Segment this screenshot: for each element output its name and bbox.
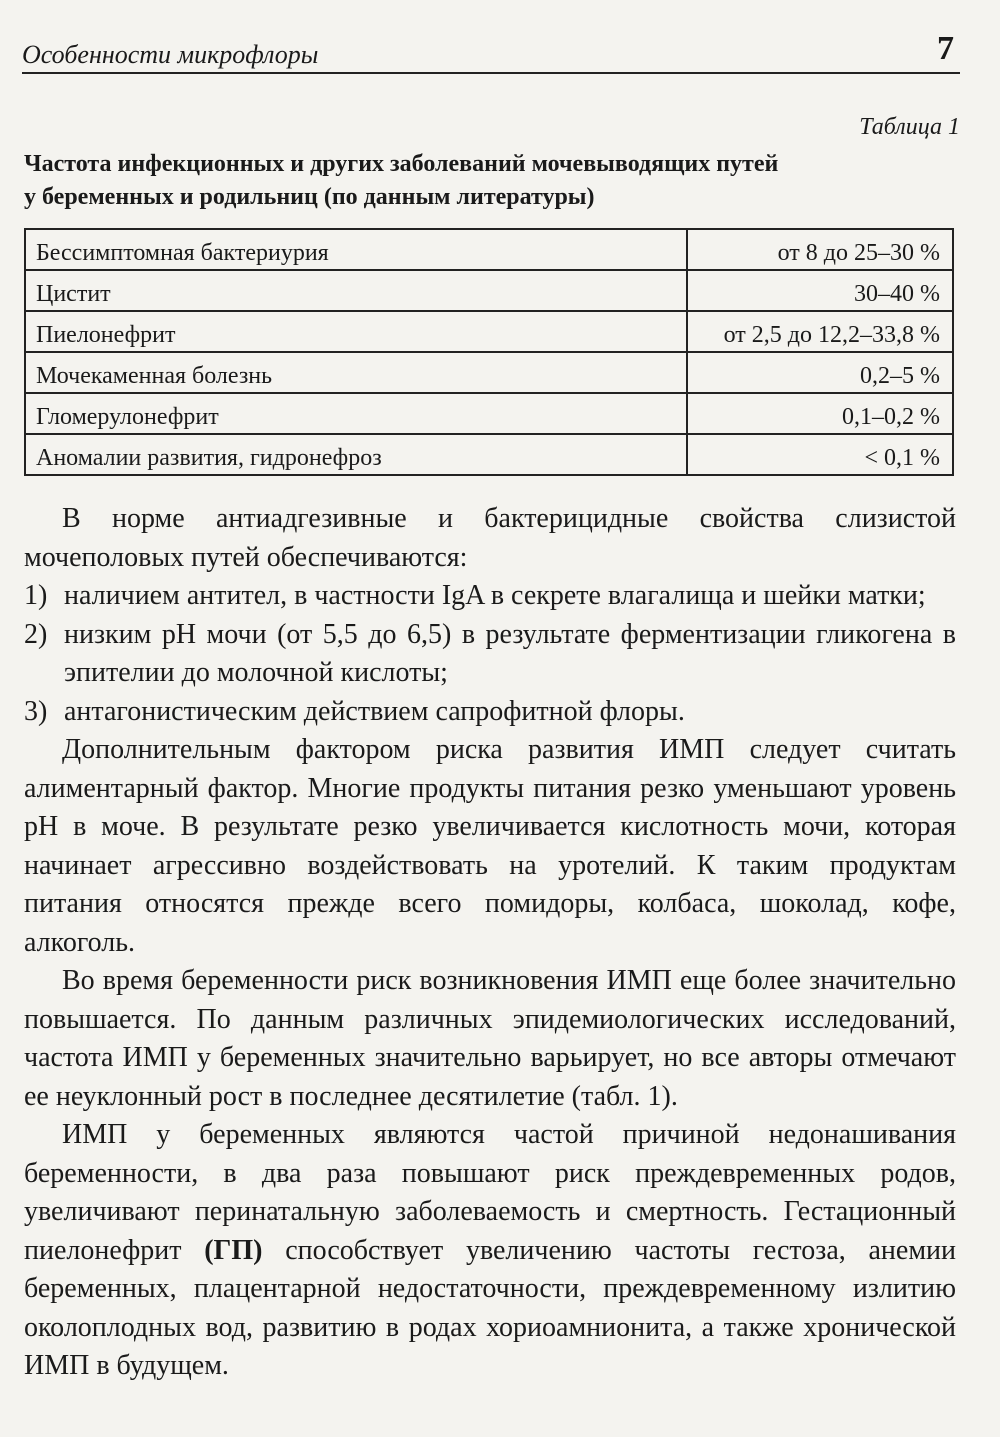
list-text: низким pH мочи (от 5,5 до 6,5) в результате ферментизации гликогена в эпителии до молочной кислоты;: [64, 618, 956, 688]
list-item: [24, 693, 956, 732]
paragraph-1: В норме антиадгезивные и бактерицидные свойства слизистой мочеполовых путей обеспечиваются:: [24, 503, 956, 573]
disease-name: Цистит: [25, 270, 687, 311]
running-title: Особенности микрофлоры: [22, 40, 319, 69]
running-header: [22, 30, 960, 74]
disease-name: Мочекаменная болезнь: [25, 352, 687, 393]
paragraph-3: Во время беременности риск возникновения ИМП еще более значительно повышается. По данным различных эпидемиологических исследований, частота ИМП у беременных значительно варьирует, но все авторы отмечают ее неуклонный рост в последнее десятилетие (табл. 1).: [24, 965, 956, 1112]
frequency-value: 0,1–0,2 %: [687, 393, 953, 434]
list-text: антагонистическим действием сапрофитной флоры.: [64, 695, 685, 727]
table-row: [25, 311, 953, 352]
table-title-line-1: Частота инфекционных и других заболеваний мочевыводящих путей: [24, 151, 779, 177]
disease-name: Аномалии развития, гидронефроз: [25, 434, 687, 475]
paragraph-4-start: ИМП у беременных являются частой причиной недонашивания беременности, в два раза повышают риск преждевременных родов, увеличивают перинатальную заболеваемость и смертность. Гестационный пиелонефрит: [24, 1119, 956, 1266]
page-number: 7: [937, 30, 954, 67]
list-item: [24, 577, 956, 616]
frequency-value: от 8 до 25–30 %: [687, 229, 953, 270]
paragraph-4: [24, 1116, 956, 1386]
frequency-value: от 2,5 до 12,2–33,8 %: [687, 311, 953, 352]
table-row: [25, 434, 953, 475]
table-row: [25, 352, 953, 393]
list-number: 2): [24, 618, 48, 650]
table-title-line-2: у беременных и родильниц (по данным литературы): [24, 184, 595, 210]
table-row: [25, 393, 953, 434]
list-number: 3): [24, 695, 48, 727]
numbered-list: [24, 577, 956, 731]
disease-name: Пиелонефрит: [25, 311, 687, 352]
disease-name: Бессимптомная бактериурия: [25, 229, 687, 270]
disease-name: Гломерулонефрит: [25, 393, 687, 434]
frequency-table: [24, 228, 954, 476]
table-row: [25, 229, 953, 270]
table-title: [24, 148, 964, 214]
frequency-value: 0,2–5 %: [687, 352, 953, 393]
list-item: [24, 616, 956, 693]
body-text: [24, 500, 956, 1386]
table-row: [25, 270, 953, 311]
list-text: наличием антител, в частности IgA в секрете влагалища и шейки матки;: [64, 580, 926, 611]
paragraph-4-end: способствует увеличению частоты гестоза, анемии беременных, плацентарной недостаточности, преждевременному излитию околоплодных вод, развитию в родах хориоамнионита, а также хронической ИМП в будущем.: [24, 1234, 957, 1381]
table-label: Таблица 1: [859, 114, 960, 140]
list-number: 1): [24, 580, 48, 611]
frequency-value: < 0,1 %: [687, 434, 953, 475]
paragraph-2: Дополнительным фактором риска развития ИМП следует считать алиментарный фактор. Многие продукты питания резко уменьшают уровень pH в моче. В результате резко увеличивается кислотность мочи, которая начинает агрессивно воздействовать на уротелий. К таким продуктам питания относятся прежде всего помидоры, колбаса, шоколад, кофе, алкоголь.: [24, 734, 956, 958]
abbreviation-gp: (ГП): [204, 1234, 263, 1266]
frequency-value: 30–40 %: [687, 270, 953, 311]
